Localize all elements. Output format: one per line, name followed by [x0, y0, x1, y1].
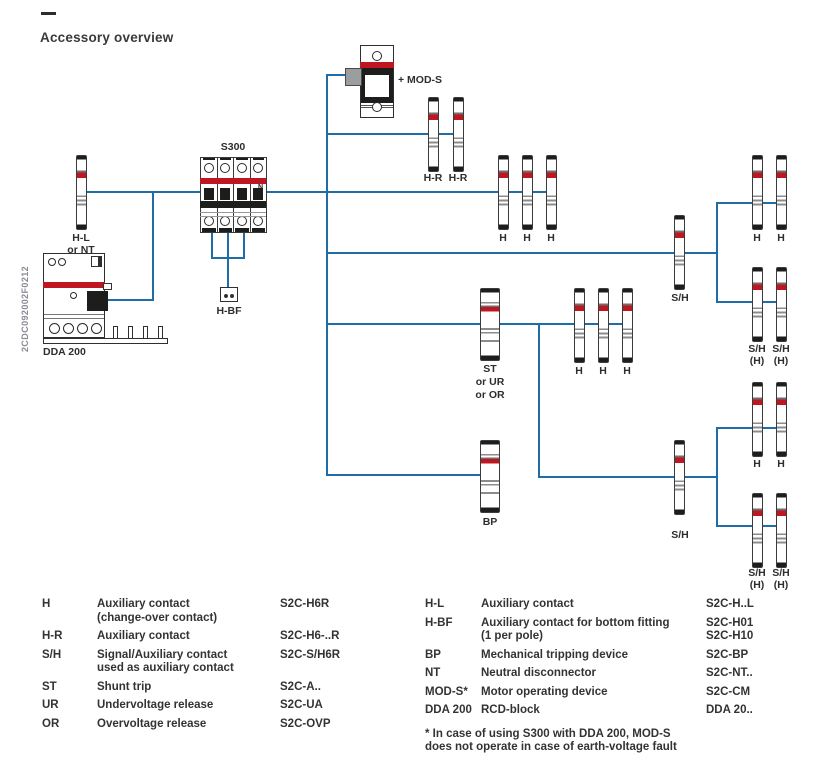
legend-catalog: S2C-CM — [706, 685, 751, 698]
legend-catalog: S2C-UA — [280, 699, 323, 711]
h-bf-contact — [220, 287, 238, 302]
document-code: 2CDC092002F0212 — [20, 265, 30, 352]
dda-pin — [113, 326, 118, 339]
legend-catalog: S2C-A.. — [280, 680, 321, 693]
legend-row — [425, 667, 808, 681]
legend-desc: Overvoltage release — [97, 717, 207, 730]
h-r-label: H-R — [423, 172, 443, 184]
connection-line — [227, 257, 229, 288]
connection-line — [716, 525, 782, 527]
legend-term: BP — [425, 648, 441, 661]
strip-h — [776, 382, 787, 457]
breaker-pole-neutral — [250, 157, 268, 233]
strip-h-r — [428, 97, 439, 172]
legend-desc: Shunt trip — [97, 680, 152, 693]
breaker-pole — [200, 157, 218, 233]
page-title: Accessory overview — [40, 30, 174, 45]
neutral-label: N — [257, 184, 263, 191]
s-h-label: S/H — [772, 567, 790, 579]
legend-desc: Mechanical tripping device — [481, 648, 628, 661]
strip-h — [574, 288, 585, 363]
connection-line — [326, 252, 718, 254]
legend-desc: Auxiliary contact (change-over contact) — [97, 598, 218, 624]
footnote: * In case of using S300 with DDA 200, MOD-S does not operate in case of earth-voltage fault — [425, 727, 677, 753]
legend-catalog: DDA 20.. — [706, 704, 753, 716]
legend-desc: Motor operating device — [481, 685, 608, 698]
connection-line — [108, 299, 154, 301]
s-h-label: S/H — [671, 292, 689, 304]
or-or-label: or OR — [475, 389, 505, 401]
red-stripe — [200, 178, 266, 184]
legend-desc: Auxiliary contact for bottom fitting (1 per pole) — [481, 616, 670, 642]
legend-row — [425, 598, 808, 612]
mod-s-connector — [345, 68, 362, 86]
legend-row — [42, 718, 425, 732]
h-label: H — [777, 232, 785, 244]
h-paren-label: (H) — [773, 579, 789, 591]
h-label: H — [523, 232, 531, 244]
legend-term: H-R — [42, 630, 63, 642]
h-paren-label: (H) — [773, 355, 789, 367]
legend-desc: Signal/Auxiliary contact used as auxiliary contact — [97, 648, 234, 674]
legend — [42, 598, 808, 755]
strip-s-h — [776, 493, 787, 568]
h-label: H — [547, 232, 555, 244]
connection-line — [326, 474, 492, 476]
legend-term: NT — [425, 667, 441, 679]
s-h-label: S/H — [748, 567, 766, 579]
breaker-pole — [233, 157, 251, 233]
strip-h — [776, 155, 787, 230]
legend-desc: Auxiliary contact — [97, 630, 190, 642]
h-r-label: H-R — [448, 172, 468, 184]
or-nt-label: or NT — [67, 244, 95, 256]
h-bf-label: H-BF — [216, 305, 242, 317]
dda-base-plate — [43, 338, 168, 344]
h-label: H — [777, 458, 785, 470]
s300-label: S300 — [220, 141, 246, 153]
legend-row — [425, 704, 808, 718]
legend-row — [42, 598, 425, 625]
legend-left — [42, 598, 425, 755]
legend-desc: Auxiliary contact — [481, 598, 574, 610]
connection-line — [716, 427, 718, 527]
legend-desc: Neutral disconnector — [481, 667, 597, 679]
connection-line — [538, 476, 718, 478]
strip-bp — [480, 440, 500, 513]
strip-s-h — [752, 493, 763, 568]
legend-row — [425, 686, 808, 700]
breaker-pole — [217, 157, 235, 233]
legend-row — [425, 617, 808, 644]
strip-h-l — [76, 155, 87, 230]
mod-s-label: + MOD-S — [398, 74, 443, 86]
legend-row — [42, 630, 425, 644]
legend-right — [425, 598, 808, 755]
strip-h — [546, 155, 557, 230]
dda-pin — [143, 326, 148, 339]
legend-term: S/H — [42, 648, 62, 661]
connection-line — [716, 427, 782, 429]
strip-h — [622, 288, 633, 363]
h-label: H — [575, 365, 583, 377]
h-l-label: H-L — [72, 232, 90, 244]
mod-s-device — [360, 45, 394, 118]
connection-line — [326, 133, 459, 135]
h-label: H — [499, 232, 507, 244]
legend-desc: Undervoltage release — [97, 699, 214, 711]
h-paren-label: (H) — [749, 355, 765, 367]
legend-row — [425, 649, 808, 663]
s300-breaker — [200, 157, 266, 233]
strip-st-ur-or — [480, 288, 500, 361]
toggle-band — [200, 201, 266, 208]
connection-line — [152, 191, 154, 301]
strip-h — [498, 155, 509, 230]
title-dash — [41, 12, 56, 15]
dda-pin — [158, 326, 163, 339]
connection-line — [716, 202, 782, 204]
dda-200-label: DDA 200 — [43, 346, 86, 358]
strip-h — [752, 382, 763, 457]
legend-term: H — [42, 598, 51, 610]
s-h-label: S/H — [671, 529, 689, 541]
legend-term: DDA 200 — [425, 704, 472, 716]
legend-row — [42, 699, 425, 713]
strip-s-h — [776, 267, 787, 342]
legend-row — [42, 681, 425, 695]
legend-term: OR — [42, 717, 60, 730]
connection-line — [326, 74, 346, 76]
strip-s-h — [674, 215, 685, 290]
connection-line — [538, 323, 540, 478]
strip-h — [598, 288, 609, 363]
legend-catalog: S2C-OVP — [280, 717, 331, 730]
legend-catalog: S2C-NT.. — [706, 667, 753, 679]
strip-s-h — [674, 440, 685, 515]
strip-h-r — [453, 97, 464, 172]
legend-catalog: S2C-BP — [706, 648, 749, 661]
h-label: H — [623, 365, 631, 377]
legend-catalog: S2C-S/H6R — [280, 648, 341, 661]
legend-row — [42, 649, 425, 676]
legend-term: H-L — [425, 598, 445, 610]
st-label: ST — [483, 363, 497, 375]
h-label: H — [753, 458, 761, 470]
legend-term: H-BF — [425, 616, 453, 629]
connection-line — [211, 233, 213, 259]
s-h-label: S/H — [772, 343, 790, 355]
legend-catalog: S2C-H01 S2C-H10 — [706, 616, 754, 642]
red-stripe — [43, 282, 105, 288]
legend-catalog: S2C-H..L — [706, 598, 754, 610]
connection-line — [716, 202, 718, 303]
h-label: H — [753, 232, 761, 244]
s-h-label: S/H — [748, 343, 766, 355]
strip-h — [522, 155, 533, 230]
h-paren-label: (H) — [749, 579, 765, 591]
h-label: H — [599, 365, 607, 377]
strip-s-h — [752, 267, 763, 342]
legend-term: ST — [42, 680, 57, 693]
legend-catalog: S2C-H6-..R — [280, 630, 340, 642]
connection-line — [716, 301, 782, 303]
or-ur-label: or UR — [475, 376, 505, 388]
legend-catalog: S2C-H6R — [280, 598, 330, 610]
connection-line — [227, 233, 229, 259]
dda-pin — [128, 326, 133, 339]
connection-line — [84, 191, 551, 193]
legend-term: MOD-S* — [425, 685, 468, 698]
bp-label: BP — [482, 516, 498, 528]
legend-desc: RCD-block — [481, 704, 540, 716]
connection-line — [243, 233, 245, 259]
legend-term: UR — [42, 699, 59, 711]
dda-200-rcd-block — [43, 253, 105, 338]
strip-h — [752, 155, 763, 230]
